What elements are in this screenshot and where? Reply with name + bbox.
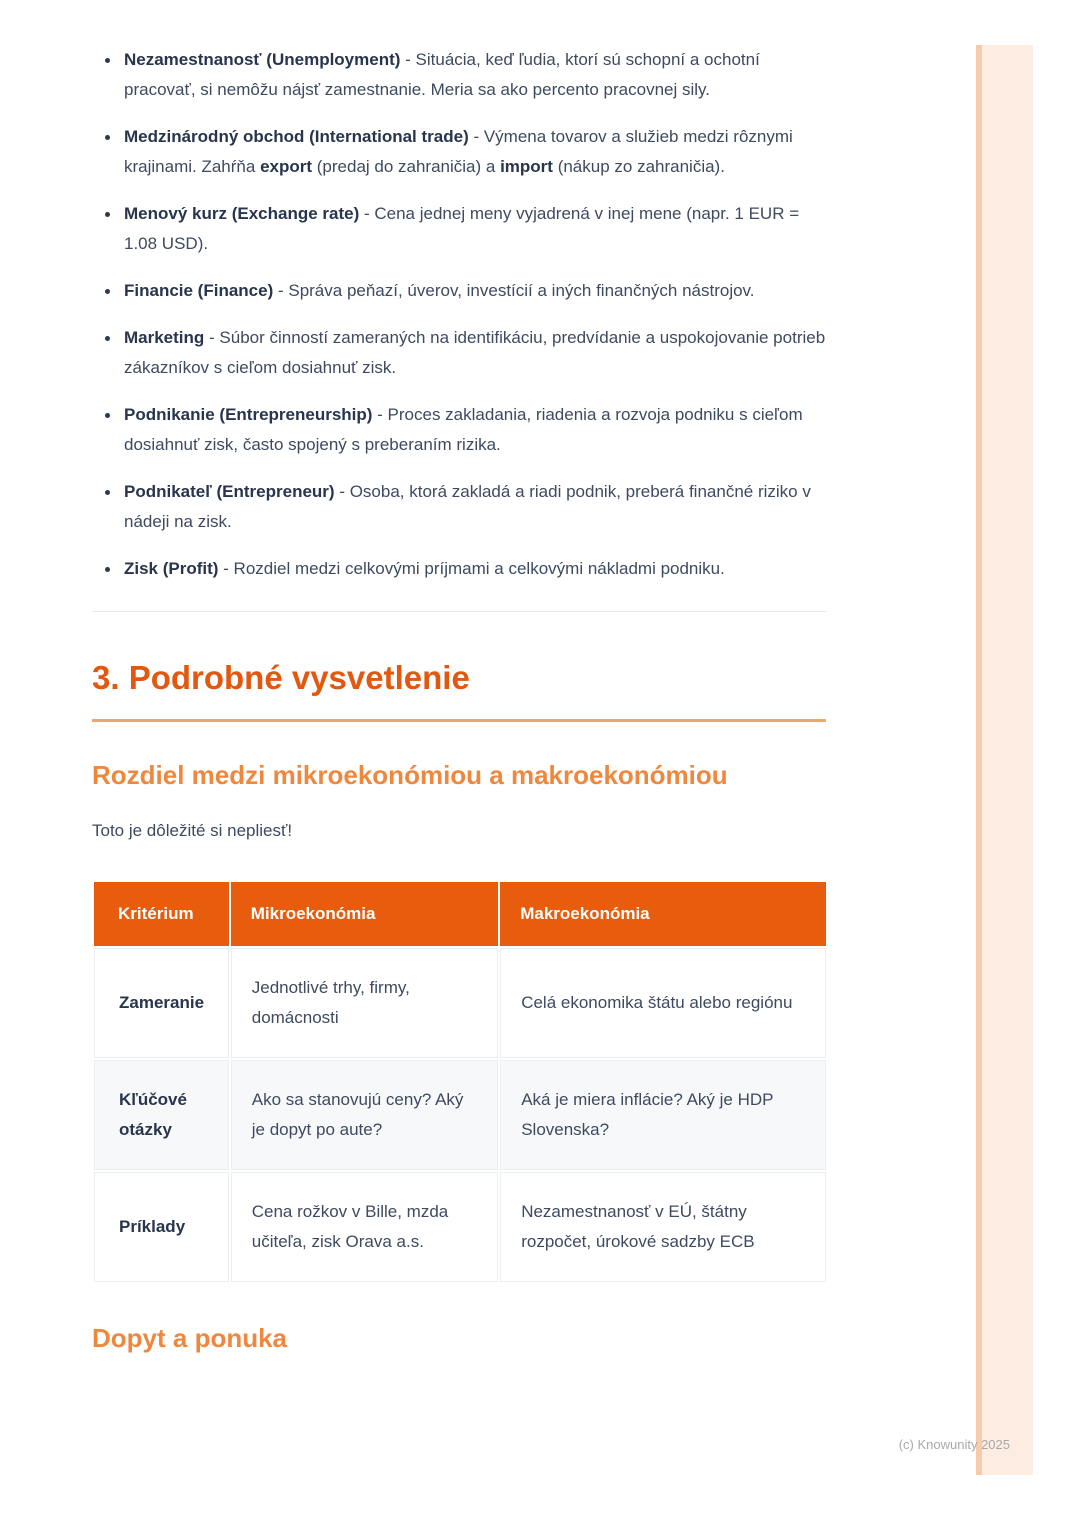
subsection-title-supply-demand: Dopyt a ponuka <box>92 1323 288 1353</box>
comparison-table-header <box>94 882 826 946</box>
definition-text: - Súbor činností zameraných na identifikáciu, predvídanie a uspokojovanie potrieb zákazníkov s cieľom dosiahnuť zisk. <box>124 328 826 377</box>
definition-text: - Rozdiel medzi celkovými príjmami a celkovými nákladmi podniku. <box>218 559 725 578</box>
definition-term: Nezamestnanosť (Unemployment) <box>124 50 401 69</box>
row-label-cell: Kľúčové otázky <box>94 1060 229 1170</box>
macro-cell: Nezamestnanosť v EÚ, štátny rozpočet, úrokové sadzby ECB <box>500 1172 826 1282</box>
definition-text: - Výmena tovarov a služieb medzi rôznymi krajinami. Zahŕňa <box>124 127 793 176</box>
subsection-note: Toto je dôležité si nepliesť! <box>92 821 293 840</box>
definition-item <box>92 554 826 584</box>
definition-text: - Správa peňazí, úverov, investícií a iných finančných nástrojov. <box>273 281 755 300</box>
micro-cell: Jednotlivé trhy, firmy, domácnosti <box>231 948 498 1058</box>
definition-text: - Proces zakladania, riadenia a rozvoja podniku s cieľom dosiahnuť zisk, často spojený s preberaním rizika. <box>124 405 803 454</box>
definition-term: Podnikanie (Entrepreneurship) <box>124 405 373 424</box>
section-title-rule <box>92 719 826 722</box>
definitions-list <box>92 45 826 584</box>
copyright-footer: (c) Knowunity 2025 <box>898 1437 1010 1452</box>
definition-text: - Situácia, keď ľudia, ktorí sú schopní a ochotní pracovať, si nemôžu nájsť zamestnanie. Meria sa ako percento pracovnej sily. <box>124 50 760 99</box>
page-margin-strip <box>976 45 1033 1475</box>
definition-term: Menový kurz (Exchange rate) <box>124 204 360 223</box>
definition-item <box>92 323 826 383</box>
definition-text: (nákup zo zahraničia). <box>552 157 725 176</box>
macro-cell: Aká je miera inflácie? Aký je HDP Slovenska? <box>500 1060 826 1170</box>
table-header-cell: Mikroekonómia <box>231 882 498 946</box>
definition-item <box>92 400 826 460</box>
macro-cell: Celá ekonomika štátu alebo regiónu <box>500 948 826 1058</box>
comparison-table <box>92 880 828 1284</box>
comparison-table-body <box>94 948 826 1282</box>
section-divider <box>92 611 826 612</box>
row-label-cell: Príklady <box>94 1172 229 1282</box>
table-header-cell: Makroekonómia <box>500 882 826 946</box>
micro-cell: Cena rožkov v Bille, mzda učiteľa, zisk Orava a.s. <box>231 1172 498 1282</box>
definition-item <box>92 45 826 105</box>
definition-item <box>92 199 826 259</box>
definition-item <box>92 122 826 182</box>
page-content <box>92 45 826 1355</box>
table-row <box>94 948 826 1058</box>
subsection-title-micro-macro: Rozdiel medzi mikroekonómiou a makroekonómiou <box>92 760 728 790</box>
definition-term: Zisk (Profit) <box>124 559 219 578</box>
micro-cell: Ako sa stanovujú ceny? Aký je dopyt po aute? <box>231 1060 498 1170</box>
definition-emphasis: import <box>500 157 553 176</box>
table-row <box>94 1060 826 1170</box>
definition-text: - Cena jednej meny vyjadrená v inej mene (napr. 1 EUR = 1.08 USD). <box>124 204 800 253</box>
table-header-cell: Kritérium <box>94 882 229 946</box>
definition-term: Medzinárodný obchod (International trade) <box>124 127 469 146</box>
definition-text: (predaj do zahraničia) a <box>312 157 501 176</box>
definition-item <box>92 276 826 306</box>
definition-emphasis: export <box>260 157 313 176</box>
definition-term: Marketing <box>124 328 205 347</box>
definition-term: Podnikateľ (Entrepreneur) <box>124 482 335 501</box>
section-title: 3. Podrobné vysvetlenie <box>92 659 470 696</box>
definition-text: - Osoba, ktorá zakladá a riadi podnik, preberá finančné riziko v nádeji na zisk. <box>124 482 811 531</box>
definition-item <box>92 477 826 537</box>
table-row <box>94 1172 826 1282</box>
row-label-cell: Zameranie <box>94 948 229 1058</box>
definition-term: Financie (Finance) <box>124 281 274 300</box>
